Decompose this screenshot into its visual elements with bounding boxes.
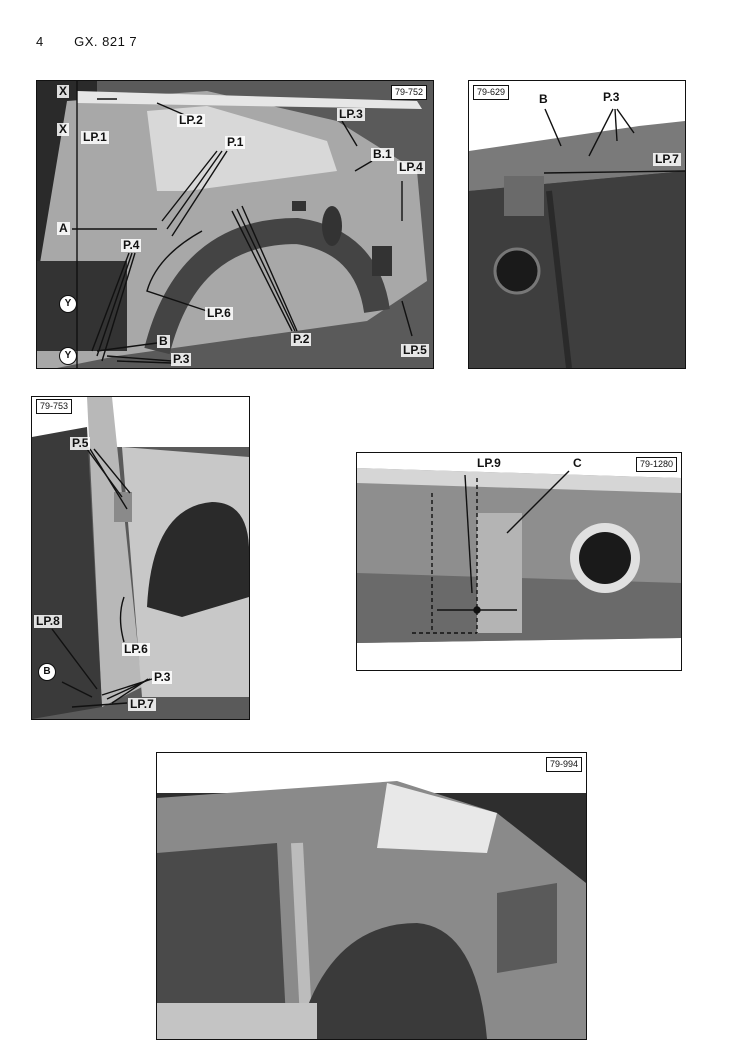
- label-lp1: LP.1: [83, 130, 107, 144]
- label-lp4: LP.4: [399, 160, 423, 174]
- label-y-bottom: Y: [59, 347, 77, 365]
- label-p3: P.3: [154, 670, 171, 684]
- figure-reference: 79-1280: [636, 457, 677, 472]
- figure-reference: 79-753: [36, 399, 72, 414]
- sill-detail-photo: [469, 81, 685, 368]
- label-p3: P.3: [603, 90, 620, 104]
- sill-section-photo: [357, 453, 681, 670]
- document-code: GX. 821 7: [74, 34, 138, 49]
- label-p3: P.3: [173, 352, 190, 366]
- label-lp8: LP.8: [36, 614, 60, 628]
- label-lp6: LP.6: [207, 306, 231, 320]
- label-lp3: LP.3: [339, 107, 363, 121]
- label-lp7: LP.7: [130, 697, 154, 711]
- label-a: A: [59, 221, 68, 235]
- label-x-top: X: [59, 84, 68, 98]
- figure-reference: 79-629: [473, 85, 509, 100]
- label-c: C: [573, 456, 582, 470]
- label-p2: P.2: [293, 332, 310, 346]
- figure-79-1280: [356, 452, 682, 671]
- label-lp6: LP.6: [124, 642, 148, 656]
- label-b1: B.1: [373, 147, 392, 161]
- label-b: B: [38, 663, 56, 681]
- label-lp9: LP.9: [477, 456, 501, 470]
- figure-79-629: [468, 80, 686, 369]
- label-x: X: [59, 122, 68, 136]
- label-b: B: [159, 334, 168, 348]
- label-p5: P.5: [72, 436, 89, 450]
- label-p1: P.1: [227, 135, 244, 149]
- figure-79-752: [36, 80, 434, 369]
- rear-quarter-photo: [32, 397, 249, 719]
- label-lp2: LP.2: [179, 113, 203, 127]
- page-number: 4: [36, 34, 44, 49]
- label-b: B: [539, 92, 548, 106]
- figure-79-994: [156, 752, 587, 1040]
- label-p4: P.4: [123, 238, 140, 252]
- figure-79-753: [31, 396, 250, 720]
- body-side-photo: [37, 81, 433, 368]
- label-y-top: Y: [59, 295, 77, 313]
- label-lp7: LP.7: [655, 152, 679, 166]
- page-header: [36, 34, 137, 49]
- new-panel-photo: [157, 753, 586, 1039]
- figure-reference: 79-752: [391, 85, 427, 100]
- label-lp5: LP.5: [403, 343, 427, 357]
- figure-reference: 79-994: [546, 757, 582, 772]
